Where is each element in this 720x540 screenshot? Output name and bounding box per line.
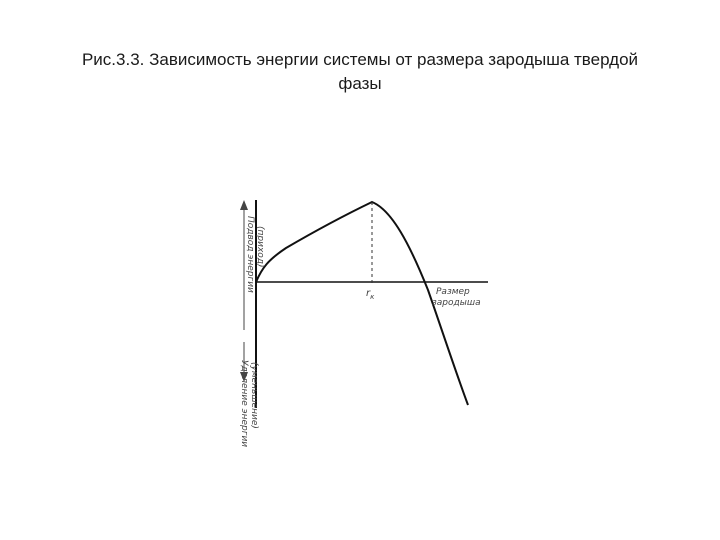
x-axis-label-line-1: Размер [436, 287, 470, 297]
x-axis-label-line-2: зародыша [432, 298, 481, 308]
y-axis-up-label-line-2: (приход) [255, 226, 265, 268]
up-arrow-head [240, 200, 248, 210]
caption-line-1: Рис.3.3. Зависимость энергии системы от размера зародыша твердой [81, 50, 639, 69]
y-axis-down-label-line-1: Удаление энергии [239, 360, 249, 448]
critical-size-label: $r_к$ [366, 288, 375, 301]
caption-line-2: фазы [338, 74, 382, 93]
y-axis-up-label-line-1: Подвод энергии [245, 216, 255, 293]
y-axis-down-label-line-2: (уменьшение) [249, 362, 259, 429]
